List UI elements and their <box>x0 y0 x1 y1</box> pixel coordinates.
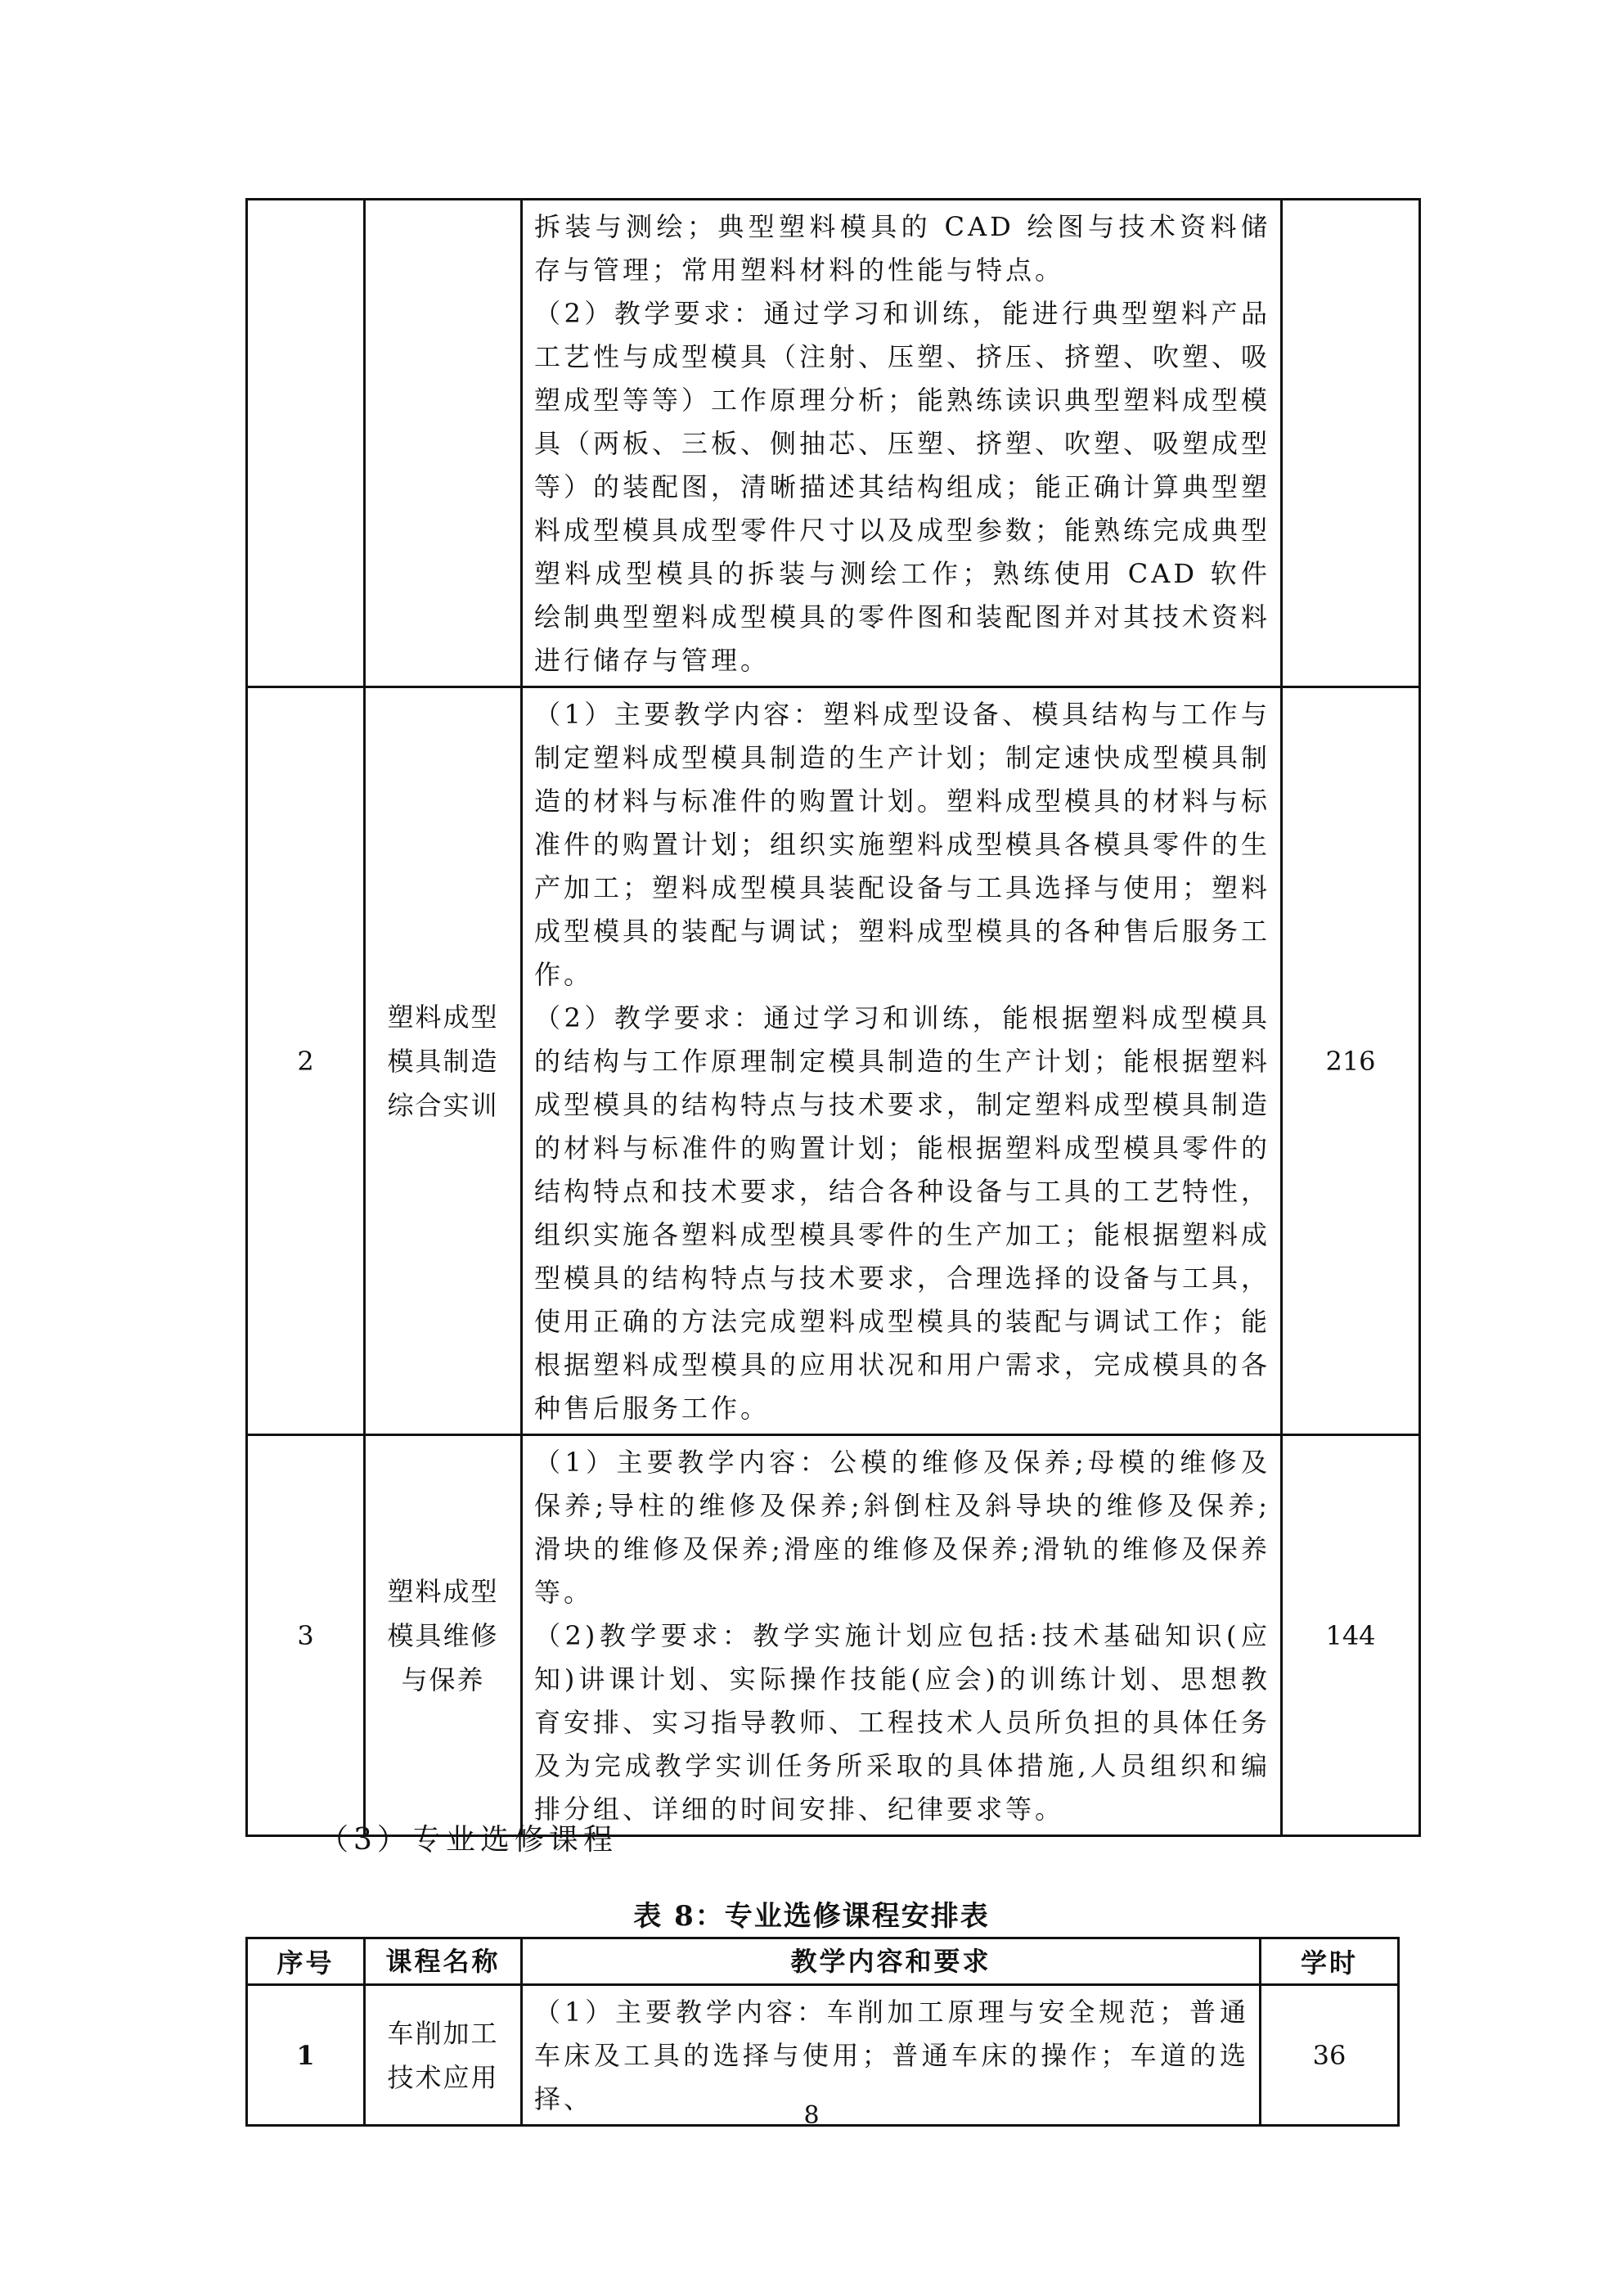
table-caption: 表 8：专业选修课程安排表 <box>633 1900 990 1933</box>
header-hours: 学时 <box>1261 1938 1399 1985</box>
content-paragraph: （2）教学要求：通过学习和训练，能进行典型塑料产品工艺性与成型模具（注射、压塑、挤压、挤塑、吹塑、吸塑成型等等）工作原理分析；能熟练读识典型塑料成型模具（两板、三板、侧抽芯、压塑、挤塑、吹塑、吸塑成型等）的装配图，清晰描述其结构组成；能正确计算典型塑料成型模具成型零件尺寸以及成型参数；能熟练完成典型塑料成型模具的拆装与测绘工作；熟练使用 CAD 软件绘制典型塑料成型模具的零件图和装配图并对其技术资料进行储存与管理。 <box>534 298 1271 676</box>
course-name <box>365 687 522 1435</box>
table-header-row <box>247 1938 1399 1985</box>
course-name-line: 技术应用 <box>387 2061 499 2093</box>
course-table-continued <box>245 198 1421 1837</box>
header-num: 序号 <box>247 1938 365 1985</box>
row-number: 2 <box>247 687 365 1435</box>
course-name <box>365 1435 522 1836</box>
course-name-line: 模具制造 <box>387 1045 499 1077</box>
course-name-line: 塑料成型 <box>387 1575 499 1607</box>
content-paragraph: （2)教学要求：教学实施计划应包括:技术基础知识(应知)讲课计划、实际操作技能(应会)的训练计划、思想教育安排、实习指导教师、工程技术人员所负担的具体任务及为完成教学实训任务所采取的具体措施,人员组织和编排分组、详细的时间安排、纪律要求等。 <box>534 1620 1271 1825</box>
table-row <box>247 687 1420 1435</box>
header-content: 教学内容和要求 <box>522 1938 1261 1985</box>
course-name-line: 与保养 <box>401 1663 485 1695</box>
course-hours: 216 <box>1282 687 1420 1435</box>
row-number: 3 <box>247 1435 365 1836</box>
course-content <box>522 687 1282 1435</box>
content-paragraph: 拆装与测绘；典型塑料模具的 CAD 绘图与技术资料储存与管理；常用塑料材料的性能与特点。 <box>534 211 1270 286</box>
course-name-line: 塑料成型 <box>387 1001 499 1033</box>
course-name <box>365 200 522 687</box>
course-name-line: 模具维修 <box>387 1619 499 1651</box>
row-number: 1 <box>247 1985 365 2126</box>
content-paragraph: （1）主要教学内容：塑料成型设备、模具结构与工作与制定塑料成型模具制造的生产计划；制定速快成型模具制造的材料与标准件的购置计划。塑料成型模具的材料与标准件的购置计划；组织实施塑料成型模具各模具零件的生产加工；塑料成型模具装配设备与工具选择与使用；塑料成型模具的装配与调试；塑料成型模具的各种售后服务工作。 <box>534 699 1271 990</box>
content-paragraph: （2）教学要求：通过学习和训练，能根据塑料成型模具的结构与工作原理制定模具制造的生产计划；能根据塑料成型模具的结构特点与技术要求，制定塑料成型模具制造的材料与标准件的购置计划；能根据塑料成型模具零件的结构特点和技术要求，结合各种设备与工具的工艺特性，组织实施各塑料成型模具零件的生产加工；能根据塑料成型模具的结构特点与技术要求，合理选择的设备与工具，使用正确的方法完成塑料成型模具的装配与调试工作；能根据塑料成型模具的应用状况和用户需求，完成模具的各种售后服务工作。 <box>534 1002 1271 1424</box>
course-hours: 144 <box>1282 1435 1420 1836</box>
table-row <box>247 200 1420 687</box>
course-content <box>522 200 1282 687</box>
course-content <box>522 1435 1282 1836</box>
course-name-line: 车削加工 <box>387 2017 499 2049</box>
header-name: 课程名称 <box>365 1938 522 1985</box>
row-number <box>247 200 365 687</box>
table-row <box>247 1435 1420 1836</box>
section-heading: （3）专业选修课程 <box>319 1823 618 1857</box>
page-number: 8 <box>803 2101 820 2130</box>
course-hours: 36 <box>1261 1985 1399 2126</box>
content-paragraph: （1）主要教学内容：车削加工原理与安全规范；普通车床及工具的选择与使用；普通车床的操作；车道的选择、 <box>534 1997 1249 2114</box>
elective-course-table <box>245 1937 1400 2127</box>
course-hours <box>1282 200 1420 687</box>
content-paragraph: （1）主要教学内容：公模的维修及保养;母模的维修及保养;导柱的维修及保养;斜倒柱及斜导块的维修及保养;滑块的维修及保养;滑座的维修及保养;滑轨的维修及保养等。 <box>534 1447 1270 1608</box>
course-name-line: 综合实训 <box>387 1089 499 1121</box>
